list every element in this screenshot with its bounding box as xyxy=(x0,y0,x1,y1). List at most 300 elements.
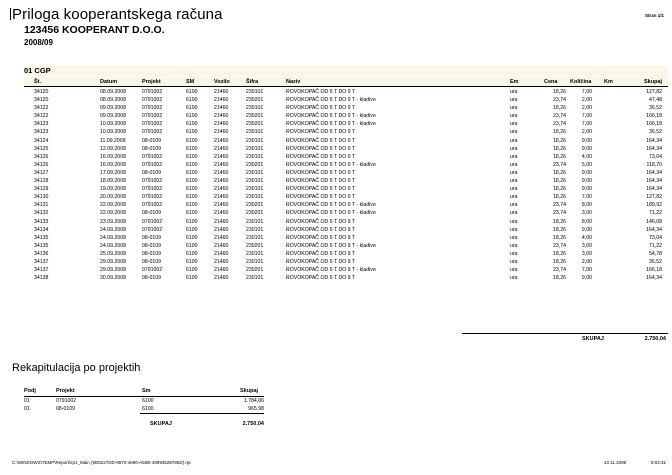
cell-datum: 18.09.2008 xyxy=(100,178,126,185)
cell-kolicina: 7,00 xyxy=(581,113,592,120)
cell-cena: 18,26 xyxy=(553,178,566,185)
cell-em: ura xyxy=(510,258,518,265)
cell-kolicina: 4,00 xyxy=(581,234,592,241)
recap-cell-sm: 6100 xyxy=(142,398,154,404)
cell-datum: 24.09.2008 xyxy=(100,242,126,249)
cell-cena: 23,74 xyxy=(553,210,566,217)
cell-em: ura xyxy=(510,267,518,274)
cell-naziv: ROVOKOPAČ OD 6 T DO 9 T xyxy=(286,178,356,185)
cell-em: ura xyxy=(510,234,518,241)
table-row xyxy=(24,112,668,120)
cell-skupaj: 164,34 xyxy=(646,145,662,152)
cell-st: 34126 xyxy=(34,161,49,168)
cell-kolicina: 5,00 xyxy=(581,161,592,168)
cell-naziv: ROVOKOPAČ OD 6 T DO 9 T xyxy=(286,89,356,95)
cell-st: 34129 xyxy=(34,186,49,193)
cell-skupaj: 164,34 xyxy=(646,169,662,176)
table-row xyxy=(24,104,668,112)
cell-st: 34137 xyxy=(34,267,49,274)
cell-kolicina: 9,00 xyxy=(581,169,592,176)
cell-skupaj: 166,18 xyxy=(646,121,662,128)
cell-datum: 08.09.2008 xyxy=(100,89,126,95)
cell-naziv: ROVOKOPAČ OD 6 T DO 9 T - kladivo xyxy=(286,242,376,249)
cell-kolicina: 7,00 xyxy=(581,267,592,274)
cell-kolicina: 7,00 xyxy=(581,89,592,95)
recap-row xyxy=(24,398,264,406)
cell-kolicina: 4,00 xyxy=(581,153,592,160)
cell-naziv: ROVOKOPAČ OD 6 T DO 9 T - kladivo xyxy=(286,161,376,168)
cell-vozilo: 21460 xyxy=(214,161,229,168)
cell-cena: 18,26 xyxy=(553,89,566,95)
cell-sifra: 230101 xyxy=(246,129,264,136)
cell-skupaj: 73,04 xyxy=(649,234,662,241)
cell-st: 34136 xyxy=(34,250,49,257)
cell-skupaj: 47,48 xyxy=(649,97,662,104)
table-row xyxy=(24,88,668,96)
cell-sifra: 230101 xyxy=(246,178,264,185)
table-row xyxy=(24,185,668,193)
table-row xyxy=(24,250,668,258)
cell-st: 34122 xyxy=(34,105,49,112)
cell-naziv: ROVOKOPAČ OD 6 T DO 9 T xyxy=(286,169,356,176)
cell-naziv: ROVOKOPAČ OD 6 T DO 9 T xyxy=(286,194,356,201)
table-header xyxy=(24,77,668,86)
cell-cena: 18,26 xyxy=(553,137,566,144)
table-row xyxy=(24,177,668,185)
cell-cena: 18,26 xyxy=(553,250,566,257)
cell-st: 34135 xyxy=(34,234,49,241)
cell-vozilo: 21460 xyxy=(214,267,229,274)
cell-naziv: ROVOKOPAČ OD 6 T DO 9 T xyxy=(286,226,356,233)
cell-sifra: 230201 xyxy=(246,161,264,168)
recap-table xyxy=(24,398,264,413)
cell-sm: 6100 xyxy=(186,121,198,128)
cell-st: 34128 xyxy=(34,178,49,185)
cell-projekt: 0791002 xyxy=(142,89,163,95)
cell-sm: 6100 xyxy=(186,210,198,217)
cell-kolicina: 7,00 xyxy=(581,194,592,201)
recap-cell-projekt: 08-0109 xyxy=(56,405,76,412)
table-row xyxy=(24,169,668,177)
text-cursor xyxy=(10,8,11,20)
cell-sm: 6100 xyxy=(186,137,198,144)
cell-em: ura xyxy=(510,89,518,95)
cell-projekt: 0791002 xyxy=(142,194,163,201)
cell-cena: 18,26 xyxy=(553,258,566,265)
column-header-naziv: Naziv xyxy=(286,78,301,85)
total-label: SKUPAJ xyxy=(582,336,604,342)
cell-em: ura xyxy=(510,121,518,128)
cell-skupaj: 164,34 xyxy=(646,275,662,282)
cell-em: ura xyxy=(510,218,518,225)
cell-sm: 6100 xyxy=(186,202,198,209)
footer-file-path: C:\WINDOWS\TEMP\Report\zp1_Main {5D8227DD-9870-4690-A50B-49993528786D}.rpt xyxy=(12,460,191,465)
cell-skupaj: 36,52 xyxy=(649,105,662,112)
cell-skupaj: 164,34 xyxy=(646,186,662,193)
cell-cena: 18,26 xyxy=(553,129,566,136)
cell-em: ura xyxy=(510,186,518,193)
cell-datum: 22.09.2008 xyxy=(100,202,126,209)
cell-skupaj: 36,52 xyxy=(649,129,662,136)
section-band xyxy=(24,66,668,76)
recap-cell-sm: 6100 xyxy=(142,405,154,412)
cell-sifra: 230101 xyxy=(246,226,264,233)
cell-em: ura xyxy=(510,113,518,120)
recap-row xyxy=(24,406,264,414)
cell-kolicina: 8,00 xyxy=(581,218,592,225)
cell-sm: 6100 xyxy=(186,129,198,136)
cell-sm: 6100 xyxy=(186,194,198,201)
cell-em: ura xyxy=(510,242,518,249)
cell-projekt: 08-0109 xyxy=(142,258,162,265)
cell-cena: 23,74 xyxy=(553,267,566,274)
cell-vozilo: 21460 xyxy=(214,178,229,185)
cell-projekt: 08-0109 xyxy=(142,137,162,144)
cell-st: 34124 xyxy=(34,137,49,144)
cell-st: 34137 xyxy=(34,258,49,265)
cell-vozilo: 21460 xyxy=(214,242,229,249)
company-name: 123456 KOOPERANT D.O.O. xyxy=(24,24,165,36)
cell-sm: 6100 xyxy=(186,242,198,249)
cell-st: 34133 xyxy=(34,218,49,225)
column-header-sm: SM xyxy=(186,78,195,85)
cell-sifra: 230101 xyxy=(246,218,264,225)
cell-datum: 16.09.2008 xyxy=(100,153,126,160)
cell-kolicina: 9,00 xyxy=(581,145,592,152)
cell-em: ura xyxy=(510,202,518,209)
cell-sm: 6100 xyxy=(186,89,198,95)
cell-skupaj: 166,18 xyxy=(646,267,662,274)
cell-skupaj: 71,22 xyxy=(649,242,662,249)
cell-cena: 18,26 xyxy=(553,105,566,112)
column-header-km: Km xyxy=(604,78,613,85)
cell-st: 34130 xyxy=(34,194,49,201)
cell-sm: 6100 xyxy=(186,186,198,193)
cell-vozilo: 21460 xyxy=(214,250,229,257)
cell-cena: 23,74 xyxy=(553,202,566,209)
table-row xyxy=(24,161,668,169)
table-row xyxy=(24,209,668,217)
recap-cell-projekt: 0791002 xyxy=(56,398,77,404)
table-row xyxy=(24,242,668,250)
cell-sm: 6100 xyxy=(186,218,198,225)
cell-skupaj: 146,08 xyxy=(646,218,662,225)
cell-st: 34123 xyxy=(34,121,49,128)
recap-header-podj: Podj xyxy=(24,388,36,394)
cell-vozilo: 21460 xyxy=(214,113,229,120)
cell-skupaj: 164,34 xyxy=(646,178,662,185)
cell-cena: 23,74 xyxy=(553,97,566,104)
footer-time: 9:02:31 xyxy=(650,460,666,465)
cell-sm: 6100 xyxy=(186,153,198,160)
cell-projekt: 0791002 xyxy=(142,186,163,193)
cell-vozilo: 21460 xyxy=(214,153,229,160)
cell-skupaj: 166,18 xyxy=(646,113,662,120)
cell-sifra: 230201 xyxy=(246,242,264,249)
cell-skupaj: 127,82 xyxy=(646,194,662,201)
cell-projekt: 08-0109 xyxy=(142,234,162,241)
cell-projekt: 0791002 xyxy=(142,226,163,233)
cell-sifra: 230101 xyxy=(246,145,264,152)
column-header-projekt: Projekt xyxy=(142,78,161,85)
cell-projekt: 08-0109 xyxy=(142,145,162,152)
table-row xyxy=(24,234,668,242)
table-row xyxy=(24,128,668,136)
cell-kolicina: 3,00 xyxy=(581,210,592,217)
cell-kolicina: 2,00 xyxy=(581,105,592,112)
cell-naziv: ROVOKOPAČ OD 6 T DO 9 T xyxy=(286,250,356,257)
page-number: Stran 1/1 xyxy=(644,13,664,18)
cell-projekt: 08-0109 xyxy=(142,169,162,176)
cell-datum: 25.09.2008 xyxy=(100,250,126,257)
cell-em: ura xyxy=(510,105,518,112)
column-header-sifra: Šifra xyxy=(246,78,259,85)
cell-sifra: 230101 xyxy=(246,194,264,201)
cell-vozilo: 21460 xyxy=(214,226,229,233)
cell-projekt: 0791002 xyxy=(142,202,163,209)
cell-projekt: 08-0109 xyxy=(142,275,162,282)
cell-projekt: 0791002 xyxy=(142,129,163,136)
table-row xyxy=(24,153,668,161)
cell-naziv: ROVOKOPAČ OD 6 T DO 9 T xyxy=(286,137,356,144)
column-header-kolicina: Količina xyxy=(570,78,592,85)
cell-sifra: 230101 xyxy=(246,137,264,144)
cell-st: 34134 xyxy=(34,226,49,233)
cell-em: ura xyxy=(510,226,518,233)
cell-naziv: ROVOKOPAČ OD 6 T DO 9 T xyxy=(286,275,356,282)
recap-cell-podj: 01 xyxy=(24,405,30,412)
cell-datum: 10.09.2008 xyxy=(100,129,126,136)
cell-projekt: 0791002 xyxy=(142,113,163,120)
cell-st: 34132 xyxy=(34,210,49,217)
cell-vozilo: 21460 xyxy=(214,275,229,282)
cell-vozilo: 21460 xyxy=(214,89,229,95)
cell-cena: 18,26 xyxy=(553,226,566,233)
cell-sifra: 230201 xyxy=(246,267,264,274)
cell-kolicina: 2,00 xyxy=(581,129,592,136)
cell-cena: 18,26 xyxy=(553,218,566,225)
cell-projekt: 0791002 xyxy=(142,153,163,160)
column-header-datum: Datum xyxy=(100,78,118,85)
cell-naziv: ROVOKOPAČ OD 6 T DO 9 T xyxy=(286,258,356,265)
cell-sm: 6100 xyxy=(186,105,198,112)
cell-st: 34131 xyxy=(34,202,49,209)
column-header-st: Št. xyxy=(34,78,42,85)
recap-total-label: SKUPAJ xyxy=(150,421,172,427)
cell-naziv: ROVOKOPAČ OD 6 T DO 9 T - kladivo xyxy=(286,121,376,128)
cell-sifra: 230101 xyxy=(246,250,264,257)
cell-cena: 18,26 xyxy=(553,145,566,152)
cell-datum: 19.09.2008 xyxy=(100,186,126,193)
cell-naziv: ROVOKOPAČ OD 6 T DO 9 T xyxy=(286,129,356,136)
cell-sifra: 230101 xyxy=(246,105,264,112)
cell-naziv: ROVOKOPAČ OD 6 T DO 9 T xyxy=(286,153,356,160)
cell-em: ura xyxy=(510,137,518,144)
table-row xyxy=(24,145,668,153)
recap-title: Rekapitulacija po projektih xyxy=(12,362,141,374)
cell-skupaj: 127,82 xyxy=(646,89,662,95)
cell-sm: 6100 xyxy=(186,267,198,274)
cell-datum: 11.09.2008 xyxy=(100,137,126,144)
cell-cena: 23,74 xyxy=(553,242,566,249)
cell-datum: 09.09.2008 xyxy=(100,105,126,112)
column-header-cena: Cena xyxy=(544,78,558,85)
cell-naziv: ROVOKOPAČ OD 6 T DO 9 T - kladivo xyxy=(286,202,376,209)
cell-naziv: ROVOKOPAČ OD 6 T DO 9 T - kladivo xyxy=(286,97,376,104)
cell-em: ura xyxy=(510,194,518,201)
column-header-em: Em xyxy=(510,78,519,85)
cell-naziv: ROVOKOPAČ OD 6 T DO 9 T xyxy=(286,234,356,241)
recap-cell-skupaj: 1.784,06 xyxy=(243,398,264,404)
cell-sifra: 230101 xyxy=(246,169,264,176)
cell-datum: 29.09.2008 xyxy=(100,267,126,274)
cell-datum: 16.09.2008 xyxy=(100,161,126,168)
table-row xyxy=(24,193,668,201)
cell-datum: 12.09.2008 xyxy=(100,145,126,152)
cell-naziv: ROVOKOPAČ OD 6 T DO 9 T xyxy=(286,186,356,193)
cell-st: 34123 xyxy=(34,129,49,136)
table-row xyxy=(24,218,668,226)
cell-kolicina: 7,00 xyxy=(581,121,592,128)
cell-sm: 6100 xyxy=(186,250,198,257)
cell-skupaj: 71,22 xyxy=(649,210,662,217)
cell-st: 34122 xyxy=(34,113,49,120)
cell-sifra: 230101 xyxy=(246,234,264,241)
cell-st: 34135 xyxy=(34,242,49,249)
cell-vozilo: 21460 xyxy=(214,186,229,193)
cell-kolicina: 3,00 xyxy=(581,250,592,257)
cell-projekt: 0791002 xyxy=(142,161,163,168)
cell-st: 34138 xyxy=(34,275,49,282)
cell-vozilo: 21460 xyxy=(214,202,229,209)
section-title: 01 CGP xyxy=(24,66,51,75)
recap-header-projekt: Projekt xyxy=(56,388,75,394)
table-row xyxy=(24,96,668,104)
recap-total-value: 2.750,04 xyxy=(242,421,264,427)
cell-cena: 18,26 xyxy=(553,186,566,193)
cell-kolicina: 8,00 xyxy=(581,202,592,209)
cell-kolicina: 2,00 xyxy=(581,258,592,265)
cell-st: 34127 xyxy=(34,169,49,176)
cell-sm: 6100 xyxy=(186,258,198,265)
recap-total-divider xyxy=(140,413,264,414)
cell-sifra: 230101 xyxy=(246,258,264,265)
cell-datum: 08.09.2008 xyxy=(100,97,126,104)
cell-sm: 6100 xyxy=(186,178,198,185)
cell-sm: 6100 xyxy=(186,234,198,241)
cell-skupaj: 164,34 xyxy=(646,226,662,233)
table-row xyxy=(24,274,668,282)
cell-skupaj: 73,04 xyxy=(649,153,662,160)
cell-sm: 6100 xyxy=(186,169,198,176)
cell-sifra: 230101 xyxy=(246,186,264,193)
cell-datum: 09.09.2008 xyxy=(100,113,126,120)
table-row xyxy=(24,137,668,145)
cell-sifra: 230201 xyxy=(246,121,264,128)
cell-sifra: 230201 xyxy=(246,210,264,217)
cell-kolicina: 9,00 xyxy=(581,275,592,282)
recap-cell-podj: 01 xyxy=(24,398,30,404)
cell-vozilo: 21460 xyxy=(214,97,229,104)
recap-header-sm: Sm xyxy=(142,388,151,394)
cell-em: ura xyxy=(510,250,518,257)
cell-naziv: ROVOKOPAČ OD 6 T DO 9 T xyxy=(286,105,356,112)
cell-projekt: 08-0109 xyxy=(142,210,162,217)
data-table xyxy=(24,88,668,282)
cell-cena: 23,74 xyxy=(553,121,566,128)
cell-sifra: 230101 xyxy=(246,153,264,160)
cell-naziv: ROVOKOPAČ OD 6 T DO 9 T - kladivo xyxy=(286,267,376,274)
cell-em: ura xyxy=(510,169,518,176)
cell-vozilo: 21460 xyxy=(214,121,229,128)
cell-datum: 24.09.2008 xyxy=(100,226,126,233)
cell-sm: 6100 xyxy=(186,226,198,233)
cell-sifra: 230201 xyxy=(246,97,264,104)
recap-header xyxy=(24,388,264,396)
column-header-skupaj: Skupaj xyxy=(644,78,663,85)
cell-projekt: 0791002 xyxy=(142,121,163,128)
cell-projekt: 0791002 xyxy=(142,267,163,274)
cell-vozilo: 21460 xyxy=(214,129,229,136)
cell-vozilo: 21460 xyxy=(214,234,229,241)
cell-em: ura xyxy=(510,210,518,217)
cell-datum: 22.09.2008 xyxy=(100,210,126,217)
cell-vozilo: 21460 xyxy=(214,105,229,112)
cell-em: ura xyxy=(510,145,518,152)
cell-datum: 23.09.2008 xyxy=(100,218,126,225)
cell-vozilo: 21460 xyxy=(214,210,229,217)
cell-skupaj: 189,92 xyxy=(646,202,662,209)
cell-sm: 6100 xyxy=(186,97,198,104)
cell-sm: 6100 xyxy=(186,275,198,282)
cell-kolicina: 9,00 xyxy=(581,178,592,185)
cell-datum: 20.09.2008 xyxy=(100,194,126,201)
cell-sm: 6100 xyxy=(186,145,198,152)
table-row xyxy=(24,226,668,234)
column-header-vozilo: Vozilo xyxy=(214,78,230,85)
report-period: 2008/09 xyxy=(24,38,53,47)
cell-kolicina: 9,00 xyxy=(581,226,592,233)
table-row xyxy=(24,266,668,274)
cell-vozilo: 21460 xyxy=(214,258,229,265)
cell-sifra: 230101 xyxy=(246,89,264,95)
cell-kolicina: 9,00 xyxy=(581,186,592,193)
cell-naziv: ROVOKOPAČ OD 6 T DO 9 T - kladivo xyxy=(286,113,376,120)
cell-st: 34125 xyxy=(34,145,49,152)
cell-st: 34120 xyxy=(34,89,49,95)
total-value: 2.750,04 xyxy=(644,336,666,342)
cell-datum: 30.09.2008 xyxy=(100,275,126,282)
cell-skupaj: 164,34 xyxy=(646,137,662,144)
cell-sifra: 230201 xyxy=(246,113,264,120)
table-row xyxy=(24,120,668,128)
cell-st: 34120 xyxy=(34,97,49,104)
total-divider xyxy=(462,333,668,334)
cell-naziv: ROVOKOPAČ OD 6 T DO 9 T xyxy=(286,145,356,152)
cell-skupaj: 118,70 xyxy=(646,161,662,168)
cell-projekt: 08-0109 xyxy=(142,250,162,257)
cell-naziv: ROVOKOPAČ OD 6 T DO 9 T xyxy=(286,218,356,225)
cell-kolicina: 2,00 xyxy=(581,97,592,104)
cell-sifra: 230101 xyxy=(246,275,264,282)
header-divider xyxy=(24,86,668,87)
cell-skupaj: 36,52 xyxy=(649,258,662,265)
recap-divider xyxy=(24,396,264,397)
cell-datum: 10.09.2008 xyxy=(100,121,126,128)
cell-projekt: 08-0109 xyxy=(142,242,162,249)
cell-vozilo: 21460 xyxy=(214,169,229,176)
recap-cell-skupaj: 965,98 xyxy=(248,405,264,412)
